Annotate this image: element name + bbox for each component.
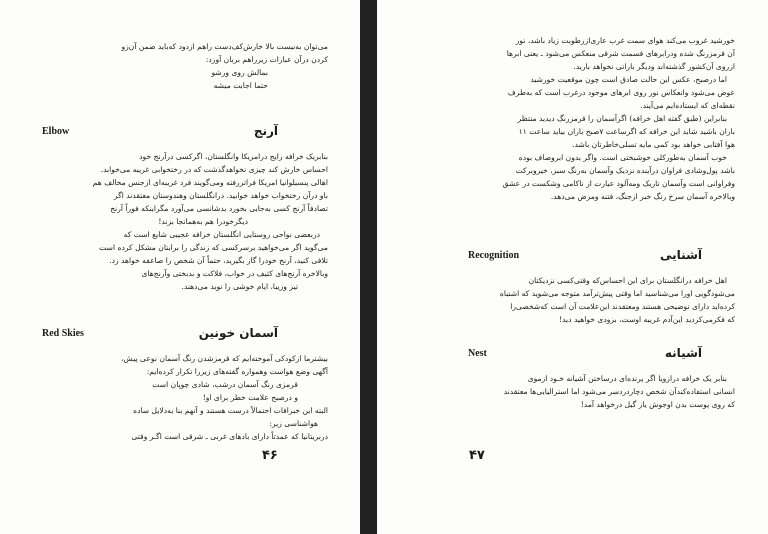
text-line: دربعضی نواحی روستایی انگلستان خرافه عجیبی شایع است که [123, 230, 320, 239]
text-line: تلافی کنید، آرنج خودرا گاز بگیرید، حتماً آن شخص را صاعقه خواهد زد. [109, 256, 328, 265]
text-line: دیگرخودرا هم به‌همانجا بزند! [158, 217, 248, 226]
text-line: احساس خارش کند چیزی نخواهدگذشت که در رختخوابی غریبه می‌خوابد. [100, 165, 328, 174]
right-page [377, 0, 768, 534]
left-page [0, 0, 360, 534]
text-line: آگهی وضع هواست وهمواره گفته‌های زیررا تکرار کرده‌ایم: [146, 367, 328, 376]
text-line: تیز وزیبا، ایام خوشی را نوید می‌دهند. [181, 282, 298, 291]
text-line: بمالش روی ورشو [211, 68, 268, 77]
section-heading-recognition [468, 248, 702, 266]
section-body-elbow [20, 150, 328, 293]
section-heading-elbow [42, 124, 278, 142]
text-line: هوا آفتابی خواهد بود کمی مایه تسلی‌خاطرتان باشد. [572, 140, 735, 149]
text-line: باو درآن رختخواب خواهد خوابید. درانگلستان وهندوستان معتقدند اگر [113, 191, 328, 200]
text-line: حتما اجابت میشه [213, 81, 268, 90]
text-line: وبالاخره آسمان سرخ رنگ خبر ازجنگ، فتنه ومرض می‌دهد. [550, 192, 735, 201]
text-line: بنابریک خرافه رایج درامریکا وانگلستان، اگرکسی درآرنج خود [139, 152, 328, 161]
text-line: می‌توان به‌نیست بالا خارش‌کف‌دست راهم ازدود که‌باید ضمن آن‌زو [121, 42, 328, 51]
text-line: و درصبح علامت خطر برای او! [202, 393, 298, 402]
text-line: قرمزی رنگ آسمان درشب، شادی چوپان است [152, 380, 298, 389]
section-title-fa: آرنج [253, 124, 278, 138]
text-line: عوض می‌شود وانعکاس نور روی ابرهای موجود درغرب است که به‌طرف [507, 88, 735, 97]
text-line: می‌گوید اگر می‌خواهید برسرکسی که زندگی را برایتان مشکل کرده است [99, 243, 328, 252]
text-line: بنابراین (طبق گفته اهل خرافه) اگرآسمان را قرمزرنگ دیدید منتظر [517, 114, 727, 123]
text-line: دربریتانیا که عمدتاً دارای بادهای غربی ـ شرقی است اگـر وقتی [131, 432, 328, 441]
section-body-red-skies [20, 352, 328, 443]
page-number: ۴۷ [469, 448, 485, 463]
text-line: کرده‌اید دارای توضیحی هستند ومعتقدند این‌علامت آن است که‌شخصی‌را [510, 302, 735, 311]
text-line: وبالاخره آرنج‌های کثیف در خواب، فلاکت و بدبختی وآرنج‌های [141, 269, 328, 278]
text-line: اهل خرافه درانگلستان برای این احساس‌که وقتی‌کسی نزدیکتان [528, 276, 727, 285]
text-line: هواشناسی زیر: [269, 419, 318, 428]
text-line: وفراوانی است وآسمان تاریک ومه‌آلود عبارت از ناکامی وشکست در عشق [502, 179, 735, 188]
section-body-nest [407, 372, 735, 411]
text-line: که روی پوست بدن اوجوش یاز گیل درخواهد آمد! [580, 400, 735, 409]
section-heading-nest [468, 346, 702, 364]
text-line: باشد پول‌وشادی فراوان درآینده نزدیک وآسمان به‌رنگ سبز، خیروبرکت [515, 166, 735, 175]
text-line: اهالی پنسیلوانیا امریکا فراتررفته ومی‌گویند فرد غریبه‌ای ازجنس مخالف هم [92, 178, 328, 187]
section-title-en: Recognition [468, 250, 520, 261]
section-title-fa: آسمان خونین [198, 326, 278, 340]
page-number: ۴۶ [262, 448, 278, 463]
text-line: بیشترما ازکودکی آموخته‌ایم که قرمزشدن رنگ آسمان نوعی پیش، [121, 354, 328, 363]
text-line: باران باشید شاید این خرافه که اگرساعت ۷صبح باران بیاید ساعت ۱۱ [518, 127, 735, 136]
text-line: کردن درآن عبارات زیرراهم بربان آورد: [205, 55, 328, 64]
intro-text [20, 40, 328, 92]
text-line: تصادفاً آرنج کسی به‌جایی بخورد بدشانسی می‌آورد مگراینکه فوراً آرنج [110, 204, 328, 213]
text-line: نقطه‌ای که ایستاده‌ایم می‌آیند. [640, 101, 735, 110]
text-line: اما درصبح، عکس این حالت صادق است چون موقعیت خورشید [530, 75, 727, 84]
section-title-fa: آشیانه [664, 346, 702, 360]
section-title-fa: آشنایی [660, 248, 702, 262]
section-heading-red-skies [42, 326, 278, 344]
continued-text [407, 34, 735, 203]
section-title-en: Red Skies [42, 328, 84, 339]
text-line: انسانی استفاده‌کندآن شخص دچاردردسر می‌شود اما استرالیایی‌ها معتقدند [503, 387, 735, 396]
section-title-en: Elbow [42, 126, 70, 137]
section-title-en: Nest [468, 348, 487, 359]
text-line: خوب آسمان به‌طورکلی خوشبختی است. واگر بدون ابروصاف بوده [518, 153, 727, 162]
text-line: خورشید غروب می‌کند هوای سمت غرب عاری‌ازرطوبت زیاد باشد، نور [515, 36, 735, 45]
text-line: می‌شودگویی اورا می‌شناسید اما وقتی پیش‌ترآمد متوجه می‌شوید که اشتباه [499, 289, 735, 298]
text-line: بنابر یک خرافه درازویا اگر پرنده‌ای درساختن آشیانه خـود ازموی [527, 374, 727, 383]
text-line: البته این خبرافات احتمالاً درست هستند و آنهم بنا به‌دلایل ساده [133, 406, 328, 415]
section-body-recognition [407, 274, 735, 326]
text-line: ازروی آن‌کشور گذشته‌اند ودیگر باراتی نخواهد بارید. [573, 62, 735, 71]
text-line: آن قرمزرنگ شده ودرابرهای قسمت شرقی منعکس می‌شود ـ یعنی ابرها [506, 49, 735, 58]
book-spine [360, 0, 377, 534]
text-line: که فکرمی‌کردید این‌آدم غریبه اوست، بزودی خواهید دید! [559, 315, 735, 324]
